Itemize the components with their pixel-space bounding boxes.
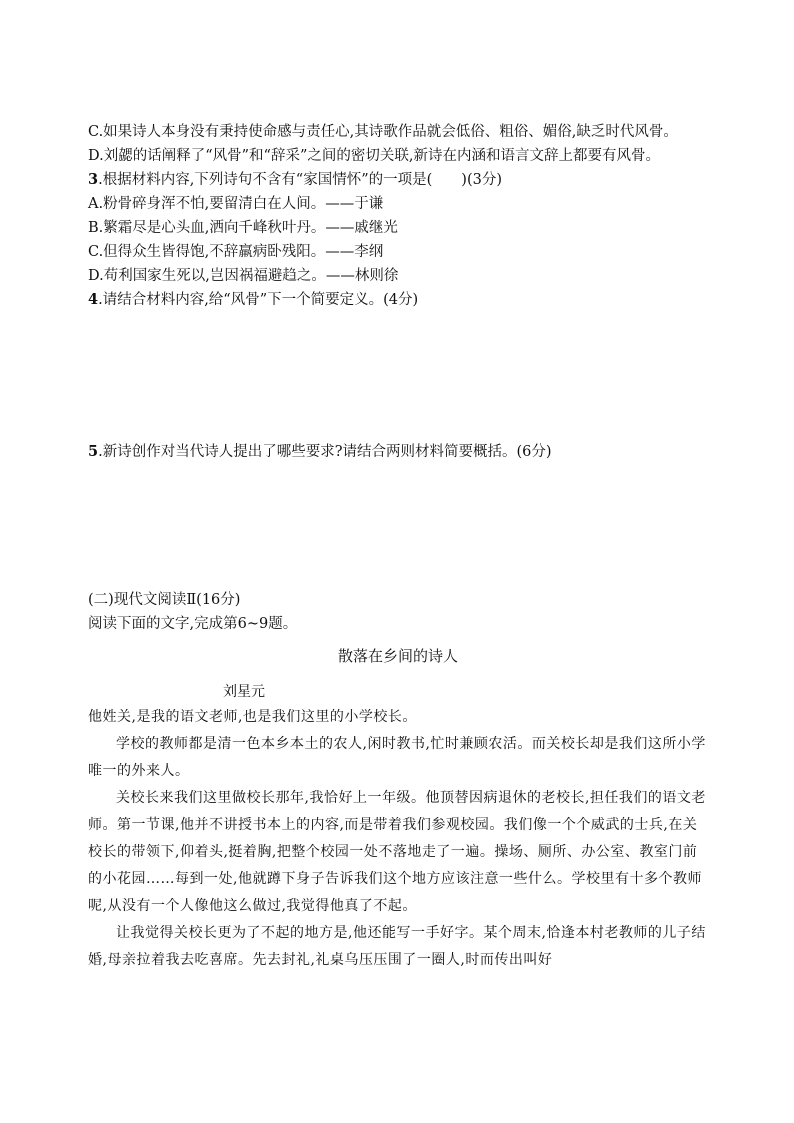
exam-page [88, 120, 708, 974]
question-5-number: 5 [88, 443, 99, 460]
answer-space-q4 [88, 312, 708, 440]
option-b-q3: B.繁霜尽是心头血,洒向千峰秋叶丹。——戚继光 [88, 220, 398, 236]
section-heading: (二)现代文阅读Ⅱ(16分) [88, 592, 241, 608]
question-5-text: .新诗创作对当代诗人提出了哪些要求?请结合两则材料简要概括。(6分) [98, 444, 552, 460]
section-instruction: 阅读下面的文字,完成第6~9题。 [88, 616, 298, 632]
passage-paragraph: 让我觉得关校长更为了不起的地方是,他还能写一手好字。某个周末,恰逢本村老教师的儿子结婚,母亲拉着我去吃喜席。先去封礼,礼桌乌压压围了一圈人,时而传出叫好 [88, 925, 706, 968]
passage-body [88, 704, 708, 974]
option-c-q2: C.如果诗人本身没有秉持使命感与责任心,其诗歌作品就会低俗、粗俗、媚俗,缺乏时代风骨。 [88, 124, 678, 140]
passage-paragraph: 学校的教师都是清一色本乡本土的农人,闲时教书,忙时兼顾农活。而关校长却是我们这所小学唯一的外来人。 [88, 736, 706, 779]
question-4 [88, 288, 708, 312]
question-4-number: 4 [88, 291, 99, 308]
answer-space-q5 [88, 464, 708, 588]
question-3 [88, 168, 708, 192]
passage-author: 刘星元 [223, 684, 265, 700]
option-d-q3: D.苟利国家生死以,岂因祸福避趋之。——林则徐 [88, 268, 399, 284]
option-a-q3: A.粉骨碎身浑不怕,要留清白在人间。——于谦 [88, 196, 384, 212]
passage-title: 散落在乡间的诗人 [337, 647, 458, 665]
question-3-text: .根据材料内容,下列诗句不含有“家国情怀”的一项是( )(3分) [98, 172, 502, 188]
question-5 [88, 440, 708, 464]
passage-paragraph: 关校长来我们这里做校长那年,我恰好上一年级。他顶替因病退休的老校长,担任我们的语文老师。第一节课,他并不讲授书本上的内容,而是带着我们参观校园。我们像一个个威武的士兵,在关校长的带领下,仰着头,挺着胸,把整个校园一处不落地走了一遍。操场、厕所、办公室、教室门前的小花园……每到一处,他就蹲下身子告诉我们这个地方应该注意一些什么。学校里有十多个教师呢,从没有一个人像他这么做过,我觉得他真了不起。 [88, 790, 706, 914]
passage-paragraph: 他姓关,是我的语文老师,也是我们这里的小学校长。 [88, 709, 417, 725]
question-4-text: .请结合材料内容,给“风骨”下一个简要定义。(4分) [98, 292, 419, 308]
option-d-q2: D.刘勰的话阐释了“风骨”和“辞采”之间的密切关联,新诗在内涵和语言文辞上都要有风骨。 [88, 148, 660, 164]
option-c-q3: C.但得众生皆得饱,不辞羸病卧残阳。——李纲 [88, 244, 384, 260]
question-3-number: 3 [88, 171, 99, 188]
